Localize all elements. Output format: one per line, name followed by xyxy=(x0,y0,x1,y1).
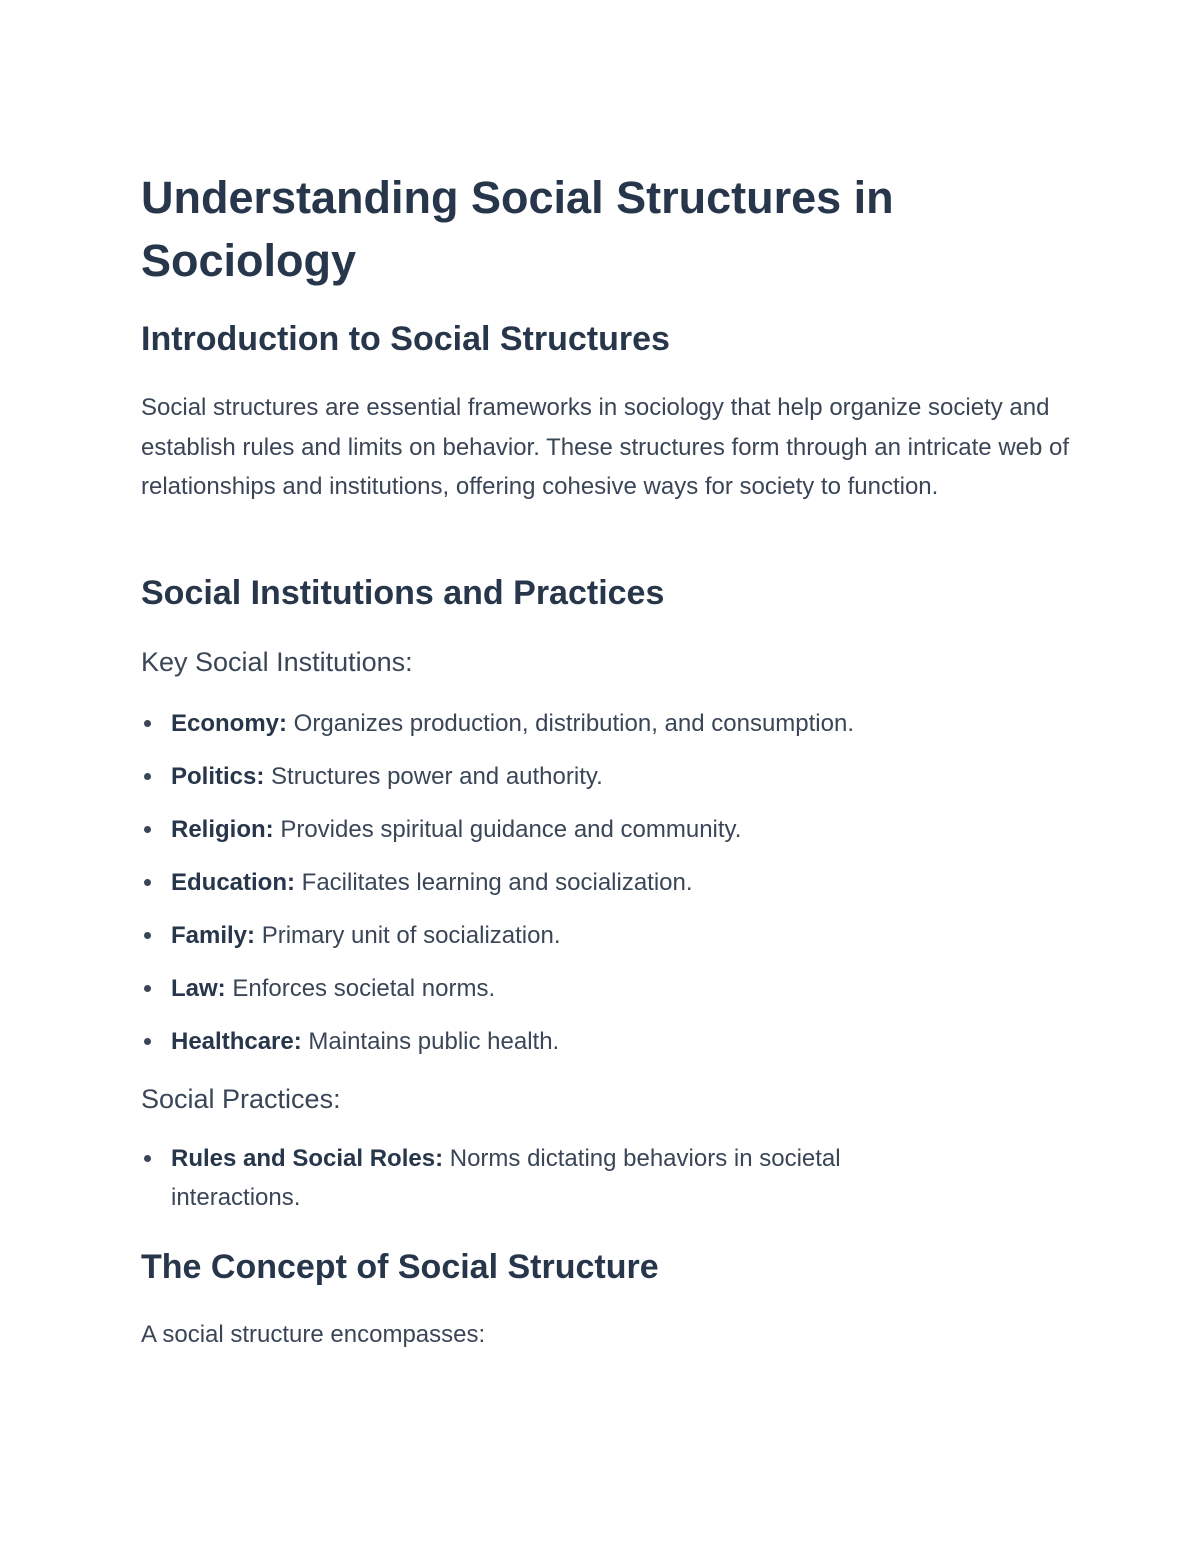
list-item xyxy=(141,757,1041,796)
bullet-icon xyxy=(144,720,151,727)
bullet-icon xyxy=(144,826,151,833)
bullet-icon xyxy=(144,985,151,992)
item-term: Religion: xyxy=(171,816,274,843)
list-item xyxy=(141,704,1041,743)
item-text: Organizes production, distribution, and consumption. xyxy=(287,710,855,737)
intro-paragraph: Social structures are essential frameworks in sociology that help organize society and establish rules and limits on behavior. These structures form through an intricate web of relationships and institutions, offering cohesive ways for society to function. xyxy=(141,394,1070,500)
item-text: Structures power and authority. xyxy=(264,763,603,790)
item-term: Healthcare: xyxy=(171,1028,302,1055)
bullet-icon xyxy=(144,1155,151,1162)
list-item xyxy=(141,1022,1041,1061)
list-item xyxy=(141,810,1041,849)
list-item xyxy=(141,969,1041,1008)
item-term: Family: xyxy=(171,922,256,949)
concept-paragraph: A social structure encompasses: xyxy=(141,1321,486,1348)
section-heading-institutions: Social Institutions and Practices xyxy=(141,574,665,612)
item-text: Norms dictating behaviors in societal interactions. xyxy=(171,1145,841,1211)
item-term: Economy: xyxy=(171,710,288,737)
subheading-social-practices: Social Practices: xyxy=(141,1084,341,1114)
item-text: Provides spiritual guidance and community. xyxy=(273,816,742,843)
item-term: Education: xyxy=(171,869,295,896)
item-text: Primary unit of socialization. xyxy=(255,922,561,949)
item-text: Enforces societal norms. xyxy=(225,975,496,1002)
section-heading-concept: The Concept of Social Structure xyxy=(141,1248,659,1286)
list-item xyxy=(141,863,1041,902)
institutions-list xyxy=(141,704,1041,1075)
item-text: Maintains public health. xyxy=(301,1028,560,1055)
practices-list xyxy=(141,1139,1041,1231)
subheading-key-institutions: Key Social Institutions: xyxy=(141,647,413,677)
bullet-icon xyxy=(144,773,151,780)
bullet-icon xyxy=(144,1038,151,1045)
bullet-icon xyxy=(144,932,151,939)
item-term: Politics: xyxy=(171,763,265,790)
section-heading-introduction: Introduction to Social Structures xyxy=(141,320,670,358)
item-term: Law: xyxy=(171,975,226,1002)
page-title: Understanding Social Structures in Sociology xyxy=(141,172,894,286)
item-text: Facilitates learning and socialization. xyxy=(295,869,693,896)
list-item xyxy=(141,916,1041,955)
item-term: Rules and Social Roles: xyxy=(171,1145,444,1172)
bullet-icon xyxy=(144,879,151,886)
list-item xyxy=(141,1139,931,1217)
